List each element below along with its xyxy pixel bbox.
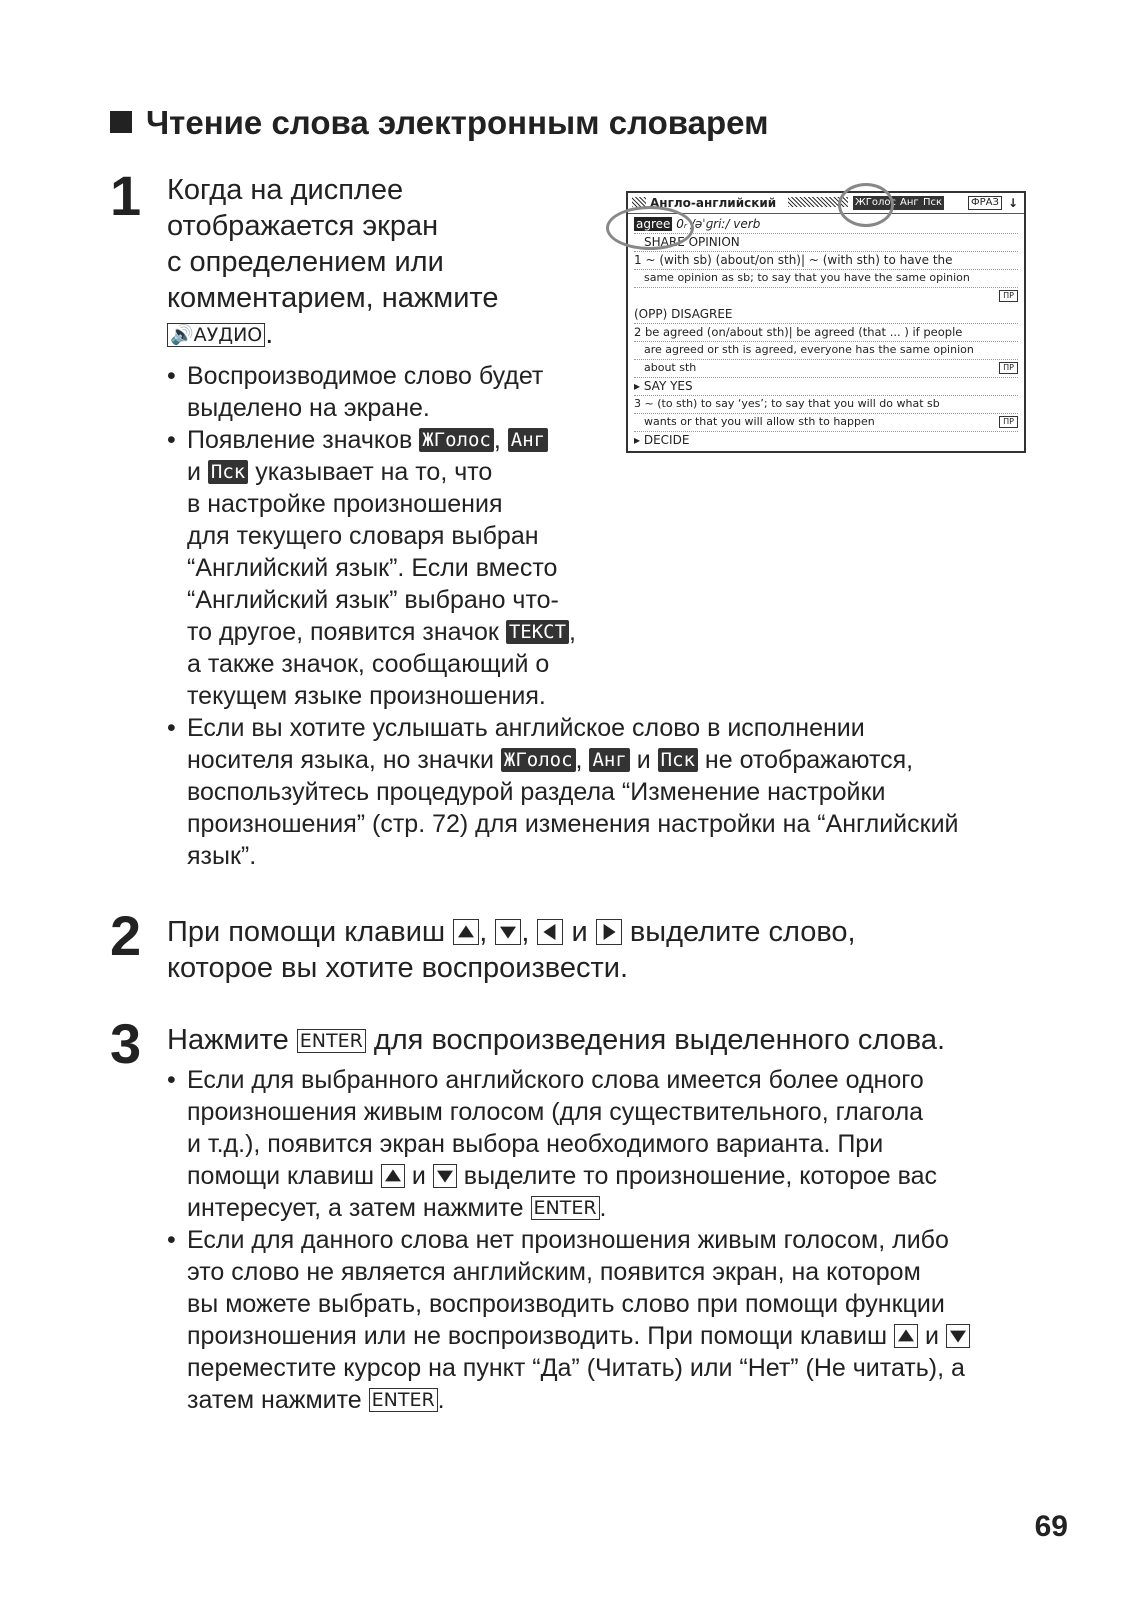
enter-key-icon: ENTER [297,1029,366,1053]
text-line: Нажмите ENTER для воспроизведения выделенного слова. [167,1024,946,1056]
screen-row: 2 be agreed (on/about sth)| be agreed (that ... ) if people [634,323,1018,342]
screen-row [634,359,1018,378]
text-line: воспользуйтесь процедурой раздела “Изменение настройки [187,778,886,806]
step-1-line: комментарием, нажмите [167,282,499,314]
text-line: которое вы хотите воспроизвести. [167,952,629,984]
step-1-bullet-1 [167,360,607,424]
text-line: • Если вы хотите услышать английское слово в исполнении [187,714,865,742]
screen-row: 1 ~ (with sb) (about/on sth)| ~ (with sth) to have the [634,251,1018,270]
text-line: помощи клавиш и выделите то произношение, которое вас [187,1162,938,1190]
psk-icon: Пск [923,197,943,208]
text-line: • Если для данного слова нет произношения живым голосом, либо [187,1226,949,1254]
text-icon: ТЕКСТ [506,620,569,644]
text-line: произношения живым голосом (для существительного, глагола [187,1098,924,1126]
text-line: • Появление значков ЖГолос , Анг [187,424,607,456]
psk-icon: Пск [658,748,698,772]
up-key-icon [381,1164,405,1188]
eng-icon: Анг [508,428,548,452]
step-3-bullets [167,1064,1047,1416]
text-line: “Английский язык” выбрано что- [187,586,559,614]
text-line: • Воспроизводимое слово будет [187,362,544,390]
step-1-text [167,172,607,352]
screen-header [628,193,1024,214]
step-1-bullet-3 [167,712,1047,872]
right-key-icon [596,919,622,945]
eng-icon: Анг [589,748,629,772]
text-line: • Если для выбранного английского слова имеется более одного [187,1066,924,1094]
step-1-line: отображается экран [167,210,439,242]
text-line: это слово не является английским, появится экран, на котором [187,1258,921,1286]
screen-row: 3 ~ (to sth) to say ‘yes’; to say that you will do what sb [634,395,1018,414]
pronunciation: 0ᵣ /əˈɡriː/ verb [676,217,761,231]
text-line: а также значок, сообщающий о [187,650,550,678]
text-line: то другое, появится значок ТЕКСТ , [187,618,576,646]
step-1-number: 1 [110,164,142,227]
screen-row: same opinion as sb; to say that you have the same opinion [634,269,1018,288]
screen-row: are agreed or sth is agreed, everyone has the same opinion [634,341,1018,360]
up-key-icon [894,1324,918,1348]
square-bullet-icon [110,111,132,133]
dictionary-name: Англо-английский [650,196,777,210]
text-line: для текущего словаря выбран [187,522,539,550]
row-text: about sth [644,361,697,374]
text-line: “Английский язык”. Если вместо [187,554,558,582]
screen-row [634,287,1018,300]
pr-icon: ПР [999,362,1018,374]
row-text: wants or that you will allow sth to happen [644,415,875,428]
highlight-circle [606,206,694,250]
scroll-down-icon: ↓ [1007,196,1018,210]
step-1-bullets [167,360,607,712]
screen-row: ▸ DECIDE [634,433,690,447]
down-key-icon [495,919,521,945]
screen-row: SHARE OPINION [634,233,1018,252]
audio-key-line: 🔊АУДИО . [167,316,607,352]
audio-key-icon: 🔊АУДИО [167,323,265,347]
step-1-line: с определением или [167,246,444,278]
page-number: 69 [1034,1510,1068,1543]
text-line: носителя языка, но значки ЖГолос , Анг и Пск не отображаются, [187,746,914,774]
enter-key-icon: ENTER [531,1196,600,1220]
phrase-icon: ФРАЗ [968,196,1002,210]
step-1-bullet-2 [167,424,607,712]
text-line: в настройке произношения [187,490,503,518]
eng-icon: Анг [900,197,919,208]
highlight-circle [838,183,894,227]
text-line: вы можете выбрать, воспроизводить слово при помощи функции [187,1290,945,1318]
text-line: При помощи клавиш , , и выделите слово, [167,916,856,948]
text-line: переместите курсор на пункт “Да” (Читать) или “Нет” (Не читать), а [187,1354,965,1382]
pr-icon: ПР [999,416,1018,428]
voice-icon: ЖГолос [419,428,494,452]
step-3-number: 3 [110,1012,142,1075]
text-line: язык”. [187,842,257,870]
psk-icon: Пск [208,460,248,484]
text-line: текущем языке произношения. [187,682,546,710]
screen-row: ▸ SAY YES [634,377,1018,396]
text-line: интересует, а затем нажмите ENTER . [187,1194,607,1222]
text-line: затем нажмите ENTER . [187,1386,445,1414]
section-title: Чтение слова электронным словарем [110,104,769,142]
text-line: и Пск указывает на то, что [187,458,493,486]
enter-key-icon: ENTER [369,1388,438,1412]
voice-icon: ЖГолос [501,748,576,772]
voice-icon: ЖГолос [855,197,896,208]
bullet [167,712,1047,872]
step-1-line: Когда на дисплее [167,174,404,206]
down-key-icon [433,1164,457,1188]
pr-icon: ПР [999,290,1018,302]
screen-row: (OPP) DISAGREE [634,305,1018,324]
up-key-icon [453,919,479,945]
step-3-bullet-1 [167,1064,1047,1224]
headword: agree [636,217,671,231]
step-3-text [167,1022,1047,1058]
text-line: произношения или не воспроизводить. При помощи клавиш и [187,1320,1047,1352]
text-line: выделено на экране. [187,394,430,422]
text-line: и т.д.), появится экран выбора необходимого варианта. При [187,1130,884,1158]
text-line: произношения” (стр. 72) для изменения настройки на “Английский [187,810,959,838]
step-2-number: 2 [110,904,142,967]
screen-row [634,413,1018,432]
left-key-icon [537,919,563,945]
step-3-bullet-2 [167,1224,1047,1416]
step-2-text [167,914,1047,986]
down-key-icon [946,1324,970,1348]
